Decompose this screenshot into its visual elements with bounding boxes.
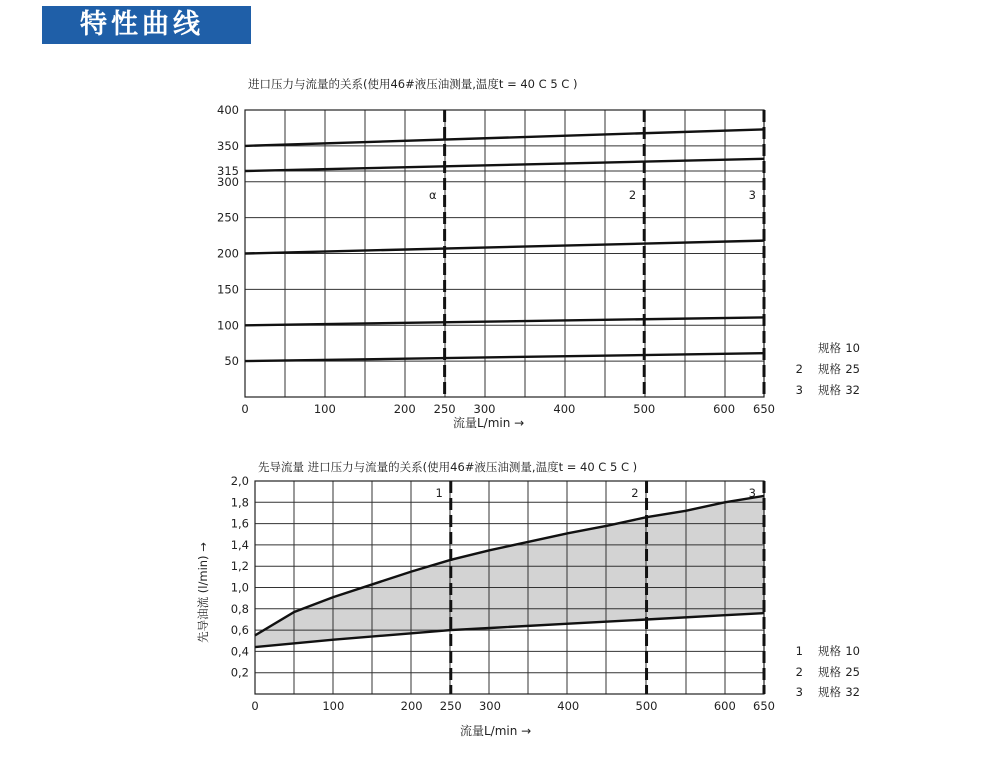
y-tick-label: 400 — [217, 103, 239, 117]
x-tick-label: 300 — [478, 699, 501, 713]
size-line-label-3: 3 — [748, 486, 756, 500]
legend-value: 10 — [845, 644, 860, 658]
legend-number: 1 — [795, 644, 803, 658]
y-tick-label: 1,8 — [230, 495, 249, 510]
y-tick-label: 0,2 — [230, 665, 249, 680]
y-tick-label: 150 — [217, 282, 239, 297]
y-tick-label: 2,0 — [230, 474, 249, 488]
legend-value: 10 — [845, 341, 860, 355]
legend-number: 3 — [795, 383, 803, 397]
size-line-label-3: 3 — [748, 188, 756, 202]
legend-text: 规格 — [818, 362, 841, 376]
legend-text: 规格 — [818, 685, 841, 699]
y-tick-label: 0,6 — [230, 623, 249, 638]
series-line-3 — [245, 241, 764, 254]
y-tick-label: 1,2 — [230, 559, 249, 574]
legend-text: 规格 — [818, 644, 841, 658]
x-tick-label: 200 — [400, 699, 423, 713]
x-tick-label: 650 — [753, 699, 775, 713]
x-axis-label: 流量L/min → — [460, 724, 532, 738]
legend-number: 2 — [795, 362, 803, 376]
size-line-label-2: 2 — [628, 188, 637, 202]
legend-text: 规格 — [818, 341, 841, 355]
x-tick-label: 300 — [473, 402, 496, 416]
size-line-label-2: 2 — [631, 486, 639, 500]
legend-value: 32 — [845, 383, 860, 397]
y-tick-label: 0,8 — [230, 601, 249, 616]
y-tick-label: 200 — [217, 246, 239, 261]
y-tick-label: 300 — [217, 174, 239, 189]
shaded-area — [255, 496, 764, 647]
chart-2 — [196, 460, 860, 738]
y-tick-label: 350 — [217, 138, 239, 153]
y-tick-label: 0,4 — [230, 644, 249, 659]
y-tick-label: 250 — [217, 210, 239, 225]
x-tick-label: 0 — [251, 699, 259, 713]
legend-number: 2 — [795, 665, 803, 679]
legend-value: 25 — [845, 362, 860, 376]
page-title: 特性曲线 — [80, 9, 204, 40]
x-tick-label: 250 — [433, 402, 456, 416]
legend-value: 25 — [845, 665, 860, 679]
x-tick-label: 400 — [557, 699, 580, 713]
x-tick-label: 650 — [753, 402, 775, 416]
chart-title: 进口压力与流量的关系(使用46#液压油测量,温度t = 40 C 5 C ) — [248, 77, 578, 91]
size-line-label-1: 1 — [435, 486, 443, 500]
x-tick-label: 200 — [393, 402, 416, 416]
x-tick-label: 600 — [713, 699, 736, 713]
x-tick-label: 250 — [439, 699, 462, 713]
y-tick-label: 100 — [217, 318, 239, 333]
x-tick-label: 0 — [241, 402, 249, 416]
series-line-4 — [245, 317, 764, 325]
y-axis-label: 先导油流 (l/min) → — [196, 542, 210, 643]
chart-title: 先导流量 进口压力与流量的关系(使用46#液压油测量,温度t = 40 C 5 C ) — [258, 460, 638, 474]
series-line-5 — [245, 353, 764, 361]
x-tick-label: 600 — [713, 402, 736, 416]
y-tick-label: 1,4 — [230, 537, 249, 552]
x-tick-label: 500 — [635, 699, 658, 713]
y-tick-label: 315 — [217, 163, 239, 178]
legend-number: 3 — [795, 685, 803, 699]
series-line-1 — [245, 129, 764, 146]
x-tick-label: 100 — [322, 699, 345, 713]
series-line-2 — [245, 159, 764, 171]
legend-value: 32 — [845, 685, 860, 699]
x-axis-label: 流量L/min → — [453, 416, 525, 430]
legend-text: 规格 — [818, 665, 841, 679]
chart-1 — [217, 77, 860, 430]
y-tick-label: 1,0 — [230, 580, 249, 595]
y-tick-label: 1,6 — [230, 516, 249, 531]
size-line-label-1: α — [429, 188, 437, 202]
x-tick-label: 100 — [313, 402, 336, 416]
y-tick-label: 50 — [224, 354, 239, 369]
x-tick-label: 500 — [633, 402, 656, 416]
legend-text: 规格 — [818, 383, 841, 397]
x-tick-label: 400 — [553, 402, 576, 416]
